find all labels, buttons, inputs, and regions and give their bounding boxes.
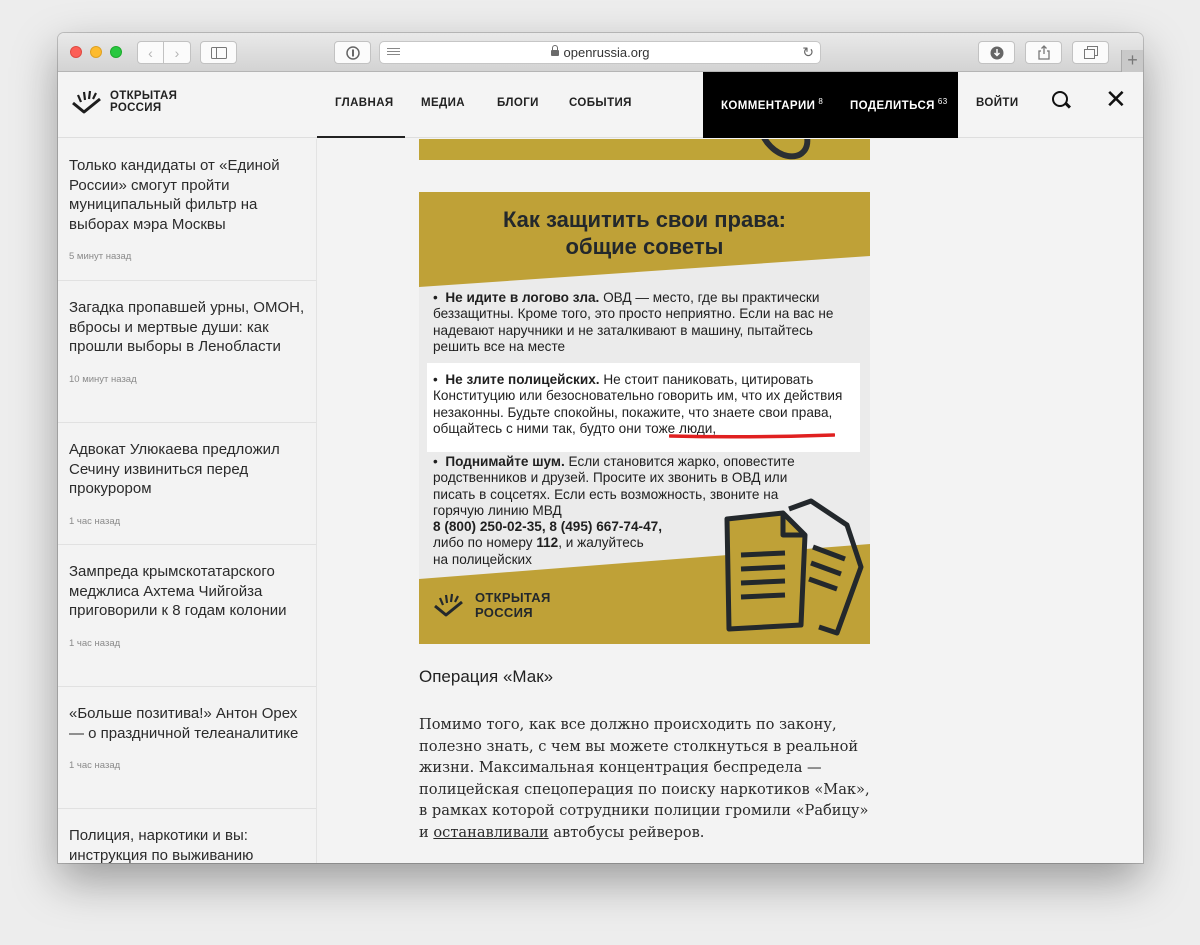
browser-toolbar <box>58 33 1143 72</box>
tabs-icon <box>1084 46 1098 59</box>
previous-infographic-bottom <box>419 139 870 160</box>
ring-graphic <box>747 139 821 170</box>
share-article-button[interactable] <box>850 97 948 112</box>
news-headline[interactable]: Адвокат Улюкаева предложил Сечину извиниться перед прокурором <box>69 441 280 497</box>
paragraph-text: Помимо того, как все должно происходить по закону, полезно знать, с чем вы можете столкнуться в реальной жизни. Максимальная концентрация беспредела — полицейская спецоперация по поиску наркотиков «Мак», в рамках которой сотрудники полиции громили «Рабицу» и <box>419 716 870 841</box>
lock-icon <box>551 50 559 56</box>
logo-line-1: ОТКРЫТАЯ <box>110 90 178 102</box>
news-feed-sidebar <box>58 139 317 863</box>
privacy-report-button[interactable] <box>334 41 371 64</box>
reload-icon[interactable]: ↻ <box>802 44 814 60</box>
share-count: 63 <box>937 97 948 106</box>
news-headline[interactable]: Полиция, наркотики и вы: инструкция по выживанию <box>69 827 254 863</box>
tip-3-after-2: , и жалуйтесь <box>558 535 644 551</box>
sidebar-toggle-button[interactable] <box>200 41 237 64</box>
tip-2-heading: Не злите полицейских. <box>445 372 600 387</box>
infographic-logo <box>433 590 551 620</box>
emergency-number: 112 <box>536 535 559 551</box>
news-time: 1 час назад <box>69 760 121 771</box>
back-button[interactable]: ‹ <box>137 41 164 64</box>
tip-1: • Не идите в логово зла. ОВД — место, где вы практически беззащитны. Кроме того, это просто неприятно. Если на вас не надевают наручники и не заталкивают в машину, пытайтесь решить все на месте <box>433 290 834 354</box>
infographic-title-line-1: Как защитить свои права: <box>502 207 787 232</box>
shield-icon <box>346 46 360 60</box>
infographic-card <box>419 192 870 644</box>
news-time: 5 минут назад <box>69 251 132 262</box>
url-text: openrussia.org <box>563 45 650 60</box>
news-item[interactable] <box>58 687 316 809</box>
tip-2-text: Не стоит паниковать, цитировать Конституцию или безосновательно говорить им, что их действия незаконны. Будьте спокойны, покажите, что знаете свои права, общайтесь с ними так, будто они тоже люди, <box>433 372 843 436</box>
infographic-logo-line-2: РОССИЯ <box>475 605 533 620</box>
news-item[interactable] <box>58 545 316 687</box>
close-icon[interactable]: ✕ <box>1105 84 1127 114</box>
share-icon <box>1038 45 1050 60</box>
site-logo[interactable] <box>72 90 177 114</box>
tip-3: • Поднимайте шум. Если становится жарко, оповестите родственников и друзей. Просите их звонить в ОВД или писать в соцсетях. Если есть возможность, звоните на горячую линию МВД 8 (800) 250-02-35, 8 (495) 667-74-47, либо по номеру 112, и жалуйтесь на полицейских <box>433 454 795 567</box>
downloads-button[interactable] <box>978 41 1015 64</box>
infographic-logo-line-1: ОТКРЫТАЯ <box>475 590 551 605</box>
share-label: ПОДЕЛИТЬСЯ <box>850 99 935 112</box>
hotline-phones: 8 (800) 250-02-35, 8 (495) 667-74-47, <box>433 519 662 535</box>
address-bar[interactable] <box>379 41 821 64</box>
tip-2: • Не злите полицейских. Не стоит паниковать, цитировать Конституцию или безосновательно говорить им, что их действия незаконны. Будьте спокойны, покажите, что знаете свои права, общайтесь с ними так, будто они тоже люди, <box>433 372 843 436</box>
comments-button[interactable] <box>721 97 823 112</box>
news-headline[interactable]: Загадка пропавшей урны, ОМОН, вбросы и мертвые души: как прошли выборы в Ленобласти <box>69 299 305 355</box>
tip-1-text: ОВД — место, где вы практически беззащитны. Кроме того, это просто неприятно. Если на вас не надевают наручники и не заталкивают в машину, пытайтесь решить все на месте <box>433 290 834 354</box>
tip-3-after-3: на полицейских <box>433 551 532 567</box>
tabs-overview-button[interactable] <box>1072 41 1109 64</box>
tip-1-heading: Не идите в логово зла. <box>445 290 600 305</box>
news-item[interactable] <box>58 809 316 863</box>
article-actions-bar <box>703 72 958 138</box>
news-item[interactable] <box>58 281 316 423</box>
red-underline-mark <box>669 433 835 439</box>
sunrise-logo-icon <box>72 90 104 114</box>
close-window-button[interactable] <box>70 46 82 58</box>
news-headline[interactable]: Только кандидаты от «Единой России» смогут пройти муниципальный фильтр на выборах мэра Москвы <box>69 157 280 233</box>
infographic-title-line-2: общие советы <box>565 234 724 259</box>
news-time: 10 минут назад <box>69 373 137 385</box>
sunrise-logo-icon <box>433 593 467 617</box>
comments-count: 8 <box>818 97 824 106</box>
history-nav <box>137 41 192 64</box>
nav-item-blogs[interactable]: БЛОГИ <box>497 97 539 109</box>
paragraph-link[interactable]: останавливали <box>433 823 549 841</box>
section-heading: Операция «Мак» <box>419 667 554 686</box>
zoom-window-button[interactable] <box>110 46 122 58</box>
login-button[interactable]: ВОЙТИ <box>976 97 1019 109</box>
comments-label: КОММЕНТАРИИ <box>721 99 816 112</box>
new-tab-button[interactable]: + <box>1121 50 1143 72</box>
article-content <box>317 139 1143 863</box>
news-time: 1 час назад <box>69 637 121 649</box>
article-paragraph <box>419 714 871 843</box>
tip-3-heading: Поднимайте шум. <box>445 454 565 469</box>
nav-item-events[interactable]: СОБЫТИЯ <box>569 97 632 109</box>
paragraph-end: автобусы рейверов. <box>548 823 705 841</box>
news-headline[interactable]: «Больше позитива!» Антон Орех — о праздничной телеаналитике <box>69 705 299 742</box>
nav-item-media[interactable]: МЕДИА <box>421 97 466 109</box>
minimize-window-button[interactable] <box>90 46 102 58</box>
tip-3-after-1: либо по номеру <box>433 535 537 551</box>
documents-icon <box>719 497 869 642</box>
nav-active-indicator <box>317 136 405 138</box>
site-header <box>58 72 1143 138</box>
news-headline[interactable]: Зампреда крымскотатарского меджлиса Ахтема Чийгойза приговорили к 8 годам колонии <box>69 563 287 619</box>
sidebar-icon <box>211 47 227 59</box>
download-icon <box>990 46 1004 60</box>
share-button[interactable] <box>1025 41 1062 64</box>
tip-3-text: Если становится жарко, оповестите родственников и друзей. Просите их звонить в ОВД или писать в соцсетях. Если есть возможность, звоните на горячую линию МВД <box>433 454 795 518</box>
nav-item-main[interactable]: ГЛАВНАЯ <box>335 97 394 109</box>
news-item[interactable] <box>58 139 316 281</box>
search-icon[interactable] <box>1052 91 1068 107</box>
infographic-title <box>419 206 870 260</box>
news-time: 1 час назад <box>69 515 121 527</box>
forward-button[interactable]: › <box>164 41 191 64</box>
browser-window <box>58 33 1143 863</box>
news-item[interactable] <box>58 423 316 545</box>
logo-line-2: РОССИЯ <box>110 102 162 114</box>
